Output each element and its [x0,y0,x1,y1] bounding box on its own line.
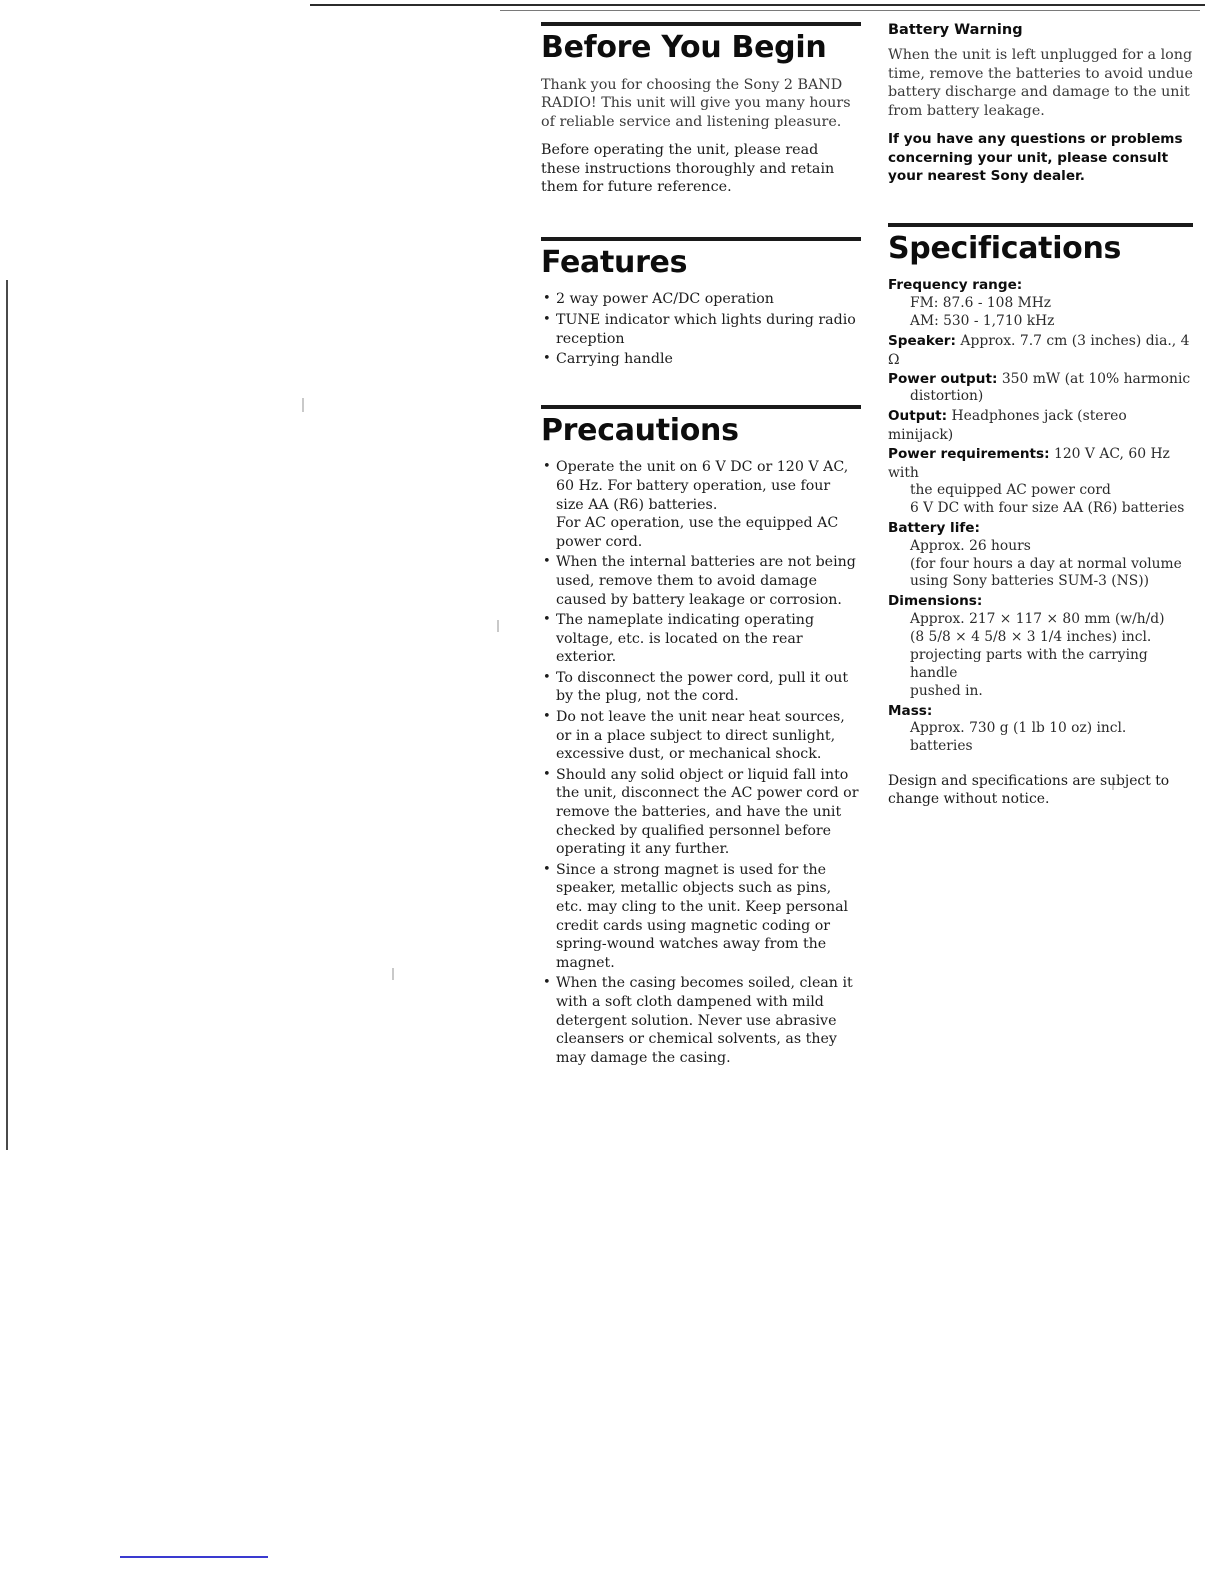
list-item: • Carrying handle [541,350,861,369]
spec-value-line-3: using Sony batteries SUM-3 (NS)) [910,573,1149,590]
list-item: • When the internal batteries are not being used, remove them to avoid damage caused by battery leakage or corrosion. [541,553,861,609]
specifications-rule [888,223,1193,227]
list-item: • Should any solid object or liquid fall into the unit, disconnect the AC power cord or remove the batteries, and have the unit checked by qualified personnel before operating it any further. [541,766,861,859]
list-item: • 2 way power AC/DC operation [541,290,861,309]
precautions-list [541,458,861,1067]
spec-value-line-2: (8 5/8 × 4 5/8 × 3 1/4 inches) incl. [910,628,1152,645]
right-column [888,0,1193,822]
before-you-begin-heading: Before You Begin [541,30,827,65]
spec-label: Frequency range: [888,277,1023,294]
before-you-begin-paragraph-2: Before operating the unit, please read these instructions thoroughly and retain them for future reference. [541,142,835,196]
list-item: • Do not leave the unit near heat sources, or in a place subject to direct sunlight, excessive dust, or mechanical shock. [541,708,861,764]
spec-value-continuation: distortion) [910,388,984,405]
battery-warning-paragraph: When the unit is left unplugged for a long time, remove the batteries to avoid undue battery discharge and damage to the unit from battery leakage. [888,47,1193,119]
spec-label: Dimensions: [888,593,983,610]
spec-battery-life [888,519,1193,591]
specifications-closing-note: Design and specifications are subject to change without notice. [888,773,1170,808]
spec-label: Power requirements: [888,446,1050,463]
spec-value-continuation-1: the equipped AC power cord [910,482,1111,499]
spec-dimensions [888,592,1193,700]
spec-output [888,407,1193,444]
spec-label: Power output: [888,370,998,387]
battery-warning-heading: Battery Warning [888,22,1023,38]
spec-value-fm: FM: 87.6 - 108 MHz [910,295,1052,312]
spec-value: Approx. 730 g (1 lb 10 oz) incl. batteries [910,720,1127,755]
spec-value-continuation-2: 6 V DC with four size AA (R6) batteries [910,500,1185,517]
spec-value: 350 mW (at 10% harmonic [1001,370,1191,387]
spec-value: Approx. 7.7 cm (3 inches) dia., 4 Ω [888,332,1190,368]
spec-value: Headphones jack (stereo minijack) [888,408,1127,444]
list-item-text: Operate the unit on 6 V DC or 120 V AC, 60 Hz. For battery operation, use four size AA (R6) batteries. [556,459,849,513]
spec-label: Output: [888,408,948,425]
specifications-heading: Specifications [888,230,1122,266]
spec-label: Battery life: [888,519,980,536]
list-item [541,458,861,551]
list-item: • TUNE indicator which lights during radio reception [541,311,861,348]
features-list [541,290,861,368]
spec-label: Mass: [888,702,933,719]
scan-artifact [302,398,304,412]
specifications-list [888,276,1193,756]
spec-frequency-range [888,276,1193,331]
spec-value-line-2: (for four hours a day at normal volume [910,555,1182,572]
spec-value: 120 V AC, 60 Hz with [888,446,1170,481]
spec-value-line-3: projecting parts with the carrying handle [910,646,1148,681]
spec-value-line-4: pushed in. [910,682,983,699]
features-rule [541,237,861,241]
spec-value-line-1: Approx. 217 × 117 × 80 mm (w/h/d) [910,611,1165,628]
spec-label: Speaker: [888,332,956,349]
list-item: • When the casing becomes soiled, clean it with a soft cloth dampened with mild detergent solution. Never use abrasive cleansers or chemical solvents, as they may damage the casing. [541,974,861,1067]
features-heading: Features [541,244,688,280]
page-left-edge-artifact [6,280,8,1150]
scan-artifact [497,620,499,632]
spec-power-output [888,370,1193,407]
list-item: • The nameplate indicating operating voltage, etc. is located on the rear exterior. [541,611,861,667]
list-item-continuation: For AC operation, use the equipped AC power cord. [556,515,839,550]
spec-mass [888,702,1193,757]
middle-column [541,0,861,1069]
scan-artifact [392,968,394,980]
before-you-begin-paragraph-1: Thank you for choosing the Sony 2 BAND RADIO! This unit will give you many hours of reliable service and listening pleasure. [541,76,851,130]
list-item: • Since a strong magnet is used for the speaker, metallic objects such as pins, etc. may cling to the unit. Keep personal credit cards using magnetic coding or spring-wound watches away from the magnet. [541,861,861,973]
precautions-rule [541,405,861,409]
spec-value-am: AM: 530 - 1,710 kHz [910,313,1055,330]
precautions-heading: Precautions [541,412,739,448]
spec-speaker [888,332,1193,369]
page-bottom-link-artifact [120,1556,268,1558]
dealer-note: If you have any questions or problems concerning your unit, please consult your nearest Sony dealer. [888,131,1183,184]
spec-power-requirements [888,445,1193,518]
list-item: • To disconnect the power cord, pull it out by the plug, not the cord. [541,669,861,706]
before-you-begin-rule [541,22,861,26]
spec-value-line-1: Approx. 26 hours [910,537,1031,554]
